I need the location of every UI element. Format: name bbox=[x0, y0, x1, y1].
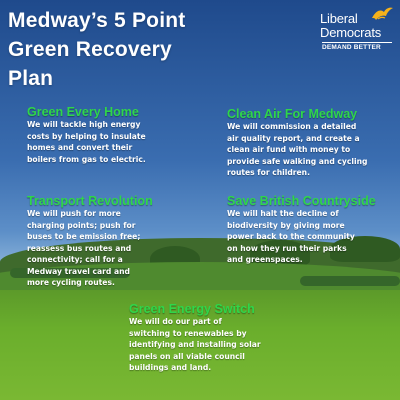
logo-word-liberal: Liberal bbox=[320, 11, 358, 26]
policy-heading: Clean Air For Medway bbox=[227, 107, 358, 121]
policy-green-energy-switch bbox=[129, 302, 299, 374]
policy-body: We will commission a detailed air quality report, and create a clean air fund with money to provide safe walking and cycling routes for children. bbox=[227, 122, 368, 177]
policy-clean-air bbox=[227, 107, 397, 179]
policy-save-countryside bbox=[227, 194, 397, 266]
policy-heading: Green Energy Switch bbox=[129, 302, 255, 316]
policy-heading: Save British Countryside bbox=[227, 194, 376, 208]
policy-heading: Transport Revolution bbox=[27, 194, 153, 208]
lib-dem-logo bbox=[320, 6, 394, 50]
logo-word-democrats: Democrats bbox=[320, 25, 382, 40]
policy-green-every-home bbox=[27, 105, 202, 165]
policy-heading: Green Every Home bbox=[27, 105, 139, 119]
page-title: Medway’s 5 Point Green Recovery Plan bbox=[8, 9, 186, 90]
policy-body: We will push for more charging points; push for buses to be emission free; reassess bus routes and connectivity; call for a Medway travel card and more cycling routes. bbox=[27, 209, 141, 287]
policy-body: We will halt the decline of biodiversity by giving more power back to the community on how they run their parks and greenspaces. bbox=[227, 209, 355, 264]
bird-icon bbox=[370, 6, 394, 24]
policy-transport-revolution bbox=[27, 194, 202, 289]
policy-body: We will do our part of switching to renewables by identifying and installing solar panels on all viable council buildings and land. bbox=[129, 317, 261, 372]
policy-body: We will tackle high energy costs by helping to insulate homes and convert their boilers from gas to electric. bbox=[27, 120, 146, 164]
logo-tagline: DEMAND BETTER bbox=[322, 42, 392, 51]
hedgerow bbox=[300, 276, 400, 286]
